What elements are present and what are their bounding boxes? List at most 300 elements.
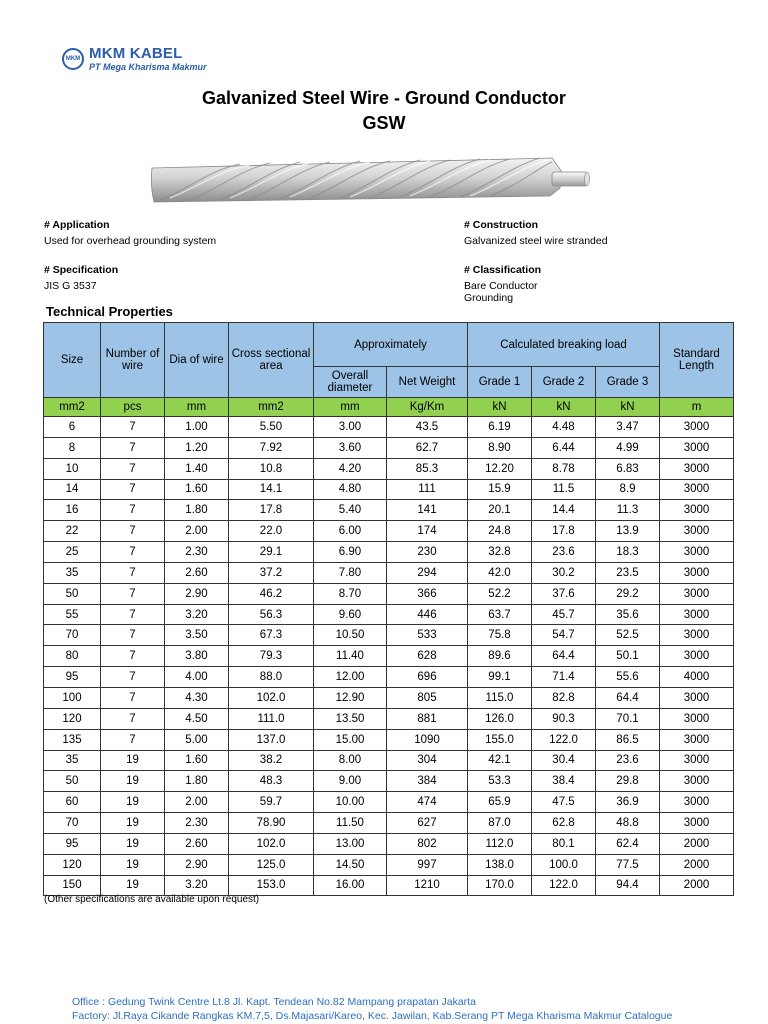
table-cell: 50.1 [596, 646, 660, 667]
table-cell: 12.00 [314, 667, 387, 688]
table-cell: 7.92 [229, 437, 314, 458]
header-calculated-breaking-load: Calculated breaking load [468, 323, 660, 367]
unit-cell: m [660, 398, 734, 417]
table-row [44, 562, 734, 583]
table-cell: 19 [101, 771, 165, 792]
table-cell: 6.83 [596, 458, 660, 479]
table-cell: 881 [387, 708, 468, 729]
table-cell: 141 [387, 500, 468, 521]
note-text: (Other specifications are available upon request) [44, 894, 260, 905]
table-cell: 135 [44, 729, 101, 750]
table-cell: 3000 [660, 583, 734, 604]
table-cell: 38.4 [532, 771, 596, 792]
table-row [44, 500, 734, 521]
table-cell: 59.7 [229, 792, 314, 813]
header-net-weight: Net Weight [387, 367, 468, 398]
footer-factory [72, 1010, 672, 1022]
application-text: Used for overhead grounding system [44, 235, 217, 247]
table-cell: 7 [101, 542, 165, 563]
table-row [44, 625, 734, 646]
table-cell: 3000 [660, 542, 734, 563]
table-row [44, 667, 734, 688]
table-cell: 14.50 [314, 854, 387, 875]
table-row [44, 604, 734, 625]
table-cell: 17.8 [532, 521, 596, 542]
classification-heading: # Classification [464, 264, 542, 276]
table-cell: 126.0 [468, 708, 532, 729]
table-cell: 43.5 [387, 417, 468, 438]
unit-cell: mm2 [229, 398, 314, 417]
construction-heading: # Construction [464, 219, 539, 231]
table-cell: 3000 [660, 708, 734, 729]
table-cell: 11.50 [314, 813, 387, 834]
table-cell: 37.2 [229, 562, 314, 583]
table-cell: 3000 [660, 500, 734, 521]
table-cell: 99.1 [468, 667, 532, 688]
table-cell: 32.8 [468, 542, 532, 563]
table-cell: 3000 [660, 604, 734, 625]
table-row [44, 687, 734, 708]
table-cell: 42.0 [468, 562, 532, 583]
table-cell: 30.2 [532, 562, 596, 583]
table-cell: 4.30 [165, 687, 229, 708]
table-cell: 100 [44, 687, 101, 708]
table-cell: 11.3 [596, 500, 660, 521]
table-cell: 102.0 [229, 687, 314, 708]
table-cell: 7 [101, 500, 165, 521]
table-cell: 120 [44, 854, 101, 875]
table-cell: 3.20 [165, 875, 229, 896]
table-cell: 628 [387, 646, 468, 667]
table-cell: 3000 [660, 521, 734, 542]
table-cell: 696 [387, 667, 468, 688]
table-cell: 3000 [660, 458, 734, 479]
table-cell: 60 [44, 792, 101, 813]
table-cell: 3000 [660, 792, 734, 813]
table-row [44, 583, 734, 604]
table-cell: 24.8 [468, 521, 532, 542]
table-cell: 7 [101, 646, 165, 667]
table-cell: 95 [44, 667, 101, 688]
logo-brand: MKM KABEL [89, 45, 183, 62]
table-cell: 3.00 [314, 417, 387, 438]
table-cell: 10.50 [314, 625, 387, 646]
table-cell: 55 [44, 604, 101, 625]
table-cell: 3.20 [165, 604, 229, 625]
table-cell: 100.0 [532, 854, 596, 875]
unit-cell: kN [468, 398, 532, 417]
table-cell: 3000 [660, 437, 734, 458]
table-cell: 19 [101, 750, 165, 771]
table-cell: 7 [101, 458, 165, 479]
header-grade-3: Grade 3 [596, 367, 660, 398]
header-standard-length: Standard Length [660, 323, 734, 398]
table-cell: 56.3 [229, 604, 314, 625]
table-cell: 6.90 [314, 542, 387, 563]
table-cell: 6.19 [468, 417, 532, 438]
header-number-of-wire: Number of wire [101, 323, 165, 398]
table-cell: 52.5 [596, 625, 660, 646]
header-approximately: Approximately [314, 323, 468, 367]
table-cell: 2.00 [165, 521, 229, 542]
table-cell: 13.50 [314, 708, 387, 729]
table-cell: 29.1 [229, 542, 314, 563]
table-cell: 2000 [660, 854, 734, 875]
table-cell: 3000 [660, 625, 734, 646]
table-cell: 9.60 [314, 604, 387, 625]
footer-office: Office : Gedung Twink Centre Lt.8 Jl. Kapt. Tendean No.82 Mampang prapatan Jakarta [72, 996, 476, 1008]
table-cell: 5.40 [314, 500, 387, 521]
table-cell: 7 [101, 625, 165, 646]
header-dia-of-wire: Dia of wire [165, 323, 229, 398]
table-cell: 4.50 [165, 708, 229, 729]
table-cell: 19 [101, 833, 165, 854]
unit-cell: Kg/Km [387, 398, 468, 417]
table-cell: 137.0 [229, 729, 314, 750]
table-cell: 3000 [660, 646, 734, 667]
table-cell: 19 [101, 854, 165, 875]
table-cell: 3000 [660, 729, 734, 750]
page-subtitle: GSW [362, 113, 406, 133]
table-cell: 3000 [660, 562, 734, 583]
table-cell: 120 [44, 708, 101, 729]
table-cell: 6.00 [314, 521, 387, 542]
table-row [44, 729, 734, 750]
table-cell: 62.7 [387, 437, 468, 458]
table-cell: 2.60 [165, 833, 229, 854]
table-cell: 19 [101, 813, 165, 834]
table-cell: 50 [44, 583, 101, 604]
table-cell: 802 [387, 833, 468, 854]
table-cell: 111.0 [229, 708, 314, 729]
table-cell: 3000 [660, 417, 734, 438]
table-cell: 7 [101, 687, 165, 708]
unit-cell: mm [314, 398, 387, 417]
table-cell: 9.00 [314, 771, 387, 792]
table-cell: 5.00 [165, 729, 229, 750]
table-cell: 62.4 [596, 833, 660, 854]
table-cell: 4.48 [532, 417, 596, 438]
table-cell: 2.60 [165, 562, 229, 583]
table-cell: 6.44 [532, 437, 596, 458]
table-cell: 138.0 [468, 854, 532, 875]
table-cell: 14.4 [532, 500, 596, 521]
table-cell: 4.80 [314, 479, 387, 500]
footer-catalogue: PT Mega Kharisma Makmur Catalogue [491, 1010, 673, 1022]
table-row [44, 833, 734, 854]
table-cell: 1.60 [165, 479, 229, 500]
page-title: Galvanized Steel Wire - Ground Conductor [202, 88, 566, 108]
table-cell: 7 [101, 729, 165, 750]
table-cell: 17.8 [229, 500, 314, 521]
table-cell: 55.6 [596, 667, 660, 688]
header-overall-diameter: Overall diameter [314, 367, 387, 398]
table-cell: 4000 [660, 667, 734, 688]
table-cell: 1.40 [165, 458, 229, 479]
classification-text-2: Grounding [464, 292, 514, 304]
table-cell: 4.99 [596, 437, 660, 458]
table-cell: 80 [44, 646, 101, 667]
table-cell: 95 [44, 833, 101, 854]
table-cell: 90.3 [532, 708, 596, 729]
unit-cell: kN [532, 398, 596, 417]
table-cell: 125.0 [229, 854, 314, 875]
table-cell: 20.1 [468, 500, 532, 521]
table-cell: 446 [387, 604, 468, 625]
table-cell: 67.3 [229, 625, 314, 646]
table-cell: 42.1 [468, 750, 532, 771]
table-cell: 8.78 [532, 458, 596, 479]
table-cell: 170.0 [468, 875, 532, 896]
unit-cell: pcs [101, 398, 165, 417]
technical-properties-table [43, 322, 734, 896]
table-cell: 1210 [387, 875, 468, 896]
table-cell: 150 [44, 875, 101, 896]
table-cell: 1.20 [165, 437, 229, 458]
table-cell: 102.0 [229, 833, 314, 854]
table-cell: 1.00 [165, 417, 229, 438]
table-cell: 85.3 [387, 458, 468, 479]
table-cell: 2.90 [165, 854, 229, 875]
table-cell: 997 [387, 854, 468, 875]
table-cell: 48.3 [229, 771, 314, 792]
table-cell: 3000 [660, 479, 734, 500]
table-cell: 3.60 [314, 437, 387, 458]
table-cell: 294 [387, 562, 468, 583]
table-cell: 7 [101, 667, 165, 688]
table-cell: 71.4 [532, 667, 596, 688]
table-cell: 89.6 [468, 646, 532, 667]
table-cell: 13.9 [596, 521, 660, 542]
table-cell: 384 [387, 771, 468, 792]
table-cell: 14.1 [229, 479, 314, 500]
table-cell: 10 [44, 458, 101, 479]
table-cell: 70 [44, 625, 101, 646]
table-row [44, 479, 734, 500]
table-cell: 12.20 [468, 458, 532, 479]
table-cell: 2000 [660, 875, 734, 896]
logo-mark: MKM [62, 48, 84, 70]
table-cell: 153.0 [229, 875, 314, 896]
application-heading: # Application [44, 219, 110, 231]
table-cell: 25 [44, 542, 101, 563]
table-cell: 86.5 [596, 729, 660, 750]
table-cell: 15.00 [314, 729, 387, 750]
table-cell: 8.00 [314, 750, 387, 771]
construction-text: Galvanized steel wire stranded [464, 235, 608, 247]
classification-text-1: Bare Conductor [464, 280, 538, 292]
table-cell: 230 [387, 542, 468, 563]
table-cell: 18.3 [596, 542, 660, 563]
table-cell: 50 [44, 771, 101, 792]
table-cell: 3.50 [165, 625, 229, 646]
table-cell: 3000 [660, 813, 734, 834]
table-cell: 1.80 [165, 771, 229, 792]
table-cell: 46.2 [229, 583, 314, 604]
table-cell: 7.80 [314, 562, 387, 583]
table-row [44, 792, 734, 813]
table-cell: 122.0 [532, 729, 596, 750]
table-cell: 45.7 [532, 604, 596, 625]
table-cell: 7 [101, 708, 165, 729]
table-cell: 7 [101, 479, 165, 500]
logo-subtitle: PT Mega Kharisma Makmur [89, 62, 207, 72]
table-cell: 37.6 [532, 583, 596, 604]
table-cell: 304 [387, 750, 468, 771]
table-row [44, 708, 734, 729]
table-cell: 94.4 [596, 875, 660, 896]
specification-heading: # Specification [44, 264, 119, 276]
table-cell: 62.8 [532, 813, 596, 834]
table-cell: 54.7 [532, 625, 596, 646]
table-cell: 10.8 [229, 458, 314, 479]
unit-cell: kN [596, 398, 660, 417]
table-cell: 35 [44, 750, 101, 771]
table-cell: 174 [387, 521, 468, 542]
table-row [44, 854, 734, 875]
table-cell: 75.8 [468, 625, 532, 646]
table-cell: 2.30 [165, 542, 229, 563]
table-cell: 23.5 [596, 562, 660, 583]
table-body [44, 417, 734, 896]
table-cell: 29.8 [596, 771, 660, 792]
company-logo [58, 42, 228, 76]
table-cell: 64.4 [532, 646, 596, 667]
table-cell: 4.20 [314, 458, 387, 479]
table-cell: 7 [101, 604, 165, 625]
table-cell: 8 [44, 437, 101, 458]
table-row [44, 646, 734, 667]
units-row [44, 398, 734, 417]
table-cell: 87.0 [468, 813, 532, 834]
table-cell: 2.90 [165, 583, 229, 604]
table-row [44, 813, 734, 834]
table-cell: 70.1 [596, 708, 660, 729]
header-grade-1: Grade 1 [468, 367, 532, 398]
table-cell: 38.2 [229, 750, 314, 771]
table-cell: 16 [44, 500, 101, 521]
table-cell: 77.5 [596, 854, 660, 875]
table-cell: 14 [44, 479, 101, 500]
table-cell: 8.90 [468, 437, 532, 458]
table-cell: 11.40 [314, 646, 387, 667]
table-cell: 53.3 [468, 771, 532, 792]
table-cell: 12.90 [314, 687, 387, 708]
table-cell: 7 [101, 562, 165, 583]
footer-factory-text: Factory: Jl.Raya Cikande Rangkas KM.7,5, Ds.Majasari/Kareo, Kec. Jawilan, Kab.Serang [72, 1010, 489, 1022]
table-cell: 15.9 [468, 479, 532, 500]
table-cell: 805 [387, 687, 468, 708]
table-cell: 13.00 [314, 833, 387, 854]
table-cell: 3.80 [165, 646, 229, 667]
table-cell: 115.0 [468, 687, 532, 708]
table-cell: 366 [387, 583, 468, 604]
header-grade-2: Grade 2 [532, 367, 596, 398]
table-cell: 1090 [387, 729, 468, 750]
unit-cell: mm [165, 398, 229, 417]
table-cell: 7 [101, 583, 165, 604]
table-cell: 10.00 [314, 792, 387, 813]
steel-wire-illustration [150, 150, 590, 210]
table-cell: 8.70 [314, 583, 387, 604]
table-cell: 2000 [660, 833, 734, 854]
table-cell: 7 [101, 521, 165, 542]
table-cell: 22 [44, 521, 101, 542]
table-row [44, 458, 734, 479]
table-cell: 1.80 [165, 500, 229, 521]
table-cell: 2.30 [165, 813, 229, 834]
table-row [44, 750, 734, 771]
table-cell: 4.00 [165, 667, 229, 688]
table-cell: 88.0 [229, 667, 314, 688]
table-cell: 3000 [660, 687, 734, 708]
table-cell: 1.60 [165, 750, 229, 771]
table-row [44, 521, 734, 542]
table-cell: 16.00 [314, 875, 387, 896]
table-cell: 23.6 [596, 750, 660, 771]
table-cell: 3000 [660, 771, 734, 792]
table-cell: 7 [101, 417, 165, 438]
table-row [44, 875, 734, 896]
table-cell: 36.9 [596, 792, 660, 813]
table-cell: 2.00 [165, 792, 229, 813]
table-cell: 78.90 [229, 813, 314, 834]
unit-cell: mm2 [44, 398, 101, 417]
technical-properties-heading: Technical Properties [46, 304, 173, 319]
table-cell: 23.6 [532, 542, 596, 563]
table-cell: 35.6 [596, 604, 660, 625]
table-cell: 82.8 [532, 687, 596, 708]
table-cell: 35 [44, 562, 101, 583]
table-cell: 533 [387, 625, 468, 646]
table-cell: 6 [44, 417, 101, 438]
table-row [44, 542, 734, 563]
table-cell: 29.2 [596, 583, 660, 604]
table-cell: 5.50 [229, 417, 314, 438]
table-cell: 7 [101, 437, 165, 458]
table-cell: 64.4 [596, 687, 660, 708]
table-cell: 65.9 [468, 792, 532, 813]
table-row [44, 417, 734, 438]
table-row [44, 771, 734, 792]
table-cell: 627 [387, 813, 468, 834]
table-cell: 122.0 [532, 875, 596, 896]
table-cell: 19 [101, 792, 165, 813]
table-cell: 80.1 [532, 833, 596, 854]
table-cell: 70 [44, 813, 101, 834]
table-cell: 111 [387, 479, 468, 500]
header-cross-sectional-area: Cross sectional area [229, 323, 314, 398]
table-row [44, 437, 734, 458]
table-cell: 19 [101, 875, 165, 896]
table-cell: 30.4 [532, 750, 596, 771]
table-cell: 11.5 [532, 479, 596, 500]
table-cell: 112.0 [468, 833, 532, 854]
table-cell: 52.2 [468, 583, 532, 604]
table-cell: 63.7 [468, 604, 532, 625]
table-cell: 48.8 [596, 813, 660, 834]
table-cell: 79.3 [229, 646, 314, 667]
specification-text: JIS G 3537 [44, 280, 97, 292]
table-cell: 22.0 [229, 521, 314, 542]
table-cell: 155.0 [468, 729, 532, 750]
table-cell: 8.9 [596, 479, 660, 500]
table-cell: 3000 [660, 750, 734, 771]
table-cell: 47.5 [532, 792, 596, 813]
table-cell: 3.47 [596, 417, 660, 438]
header-size: Size [44, 323, 101, 398]
table-cell: 474 [387, 792, 468, 813]
